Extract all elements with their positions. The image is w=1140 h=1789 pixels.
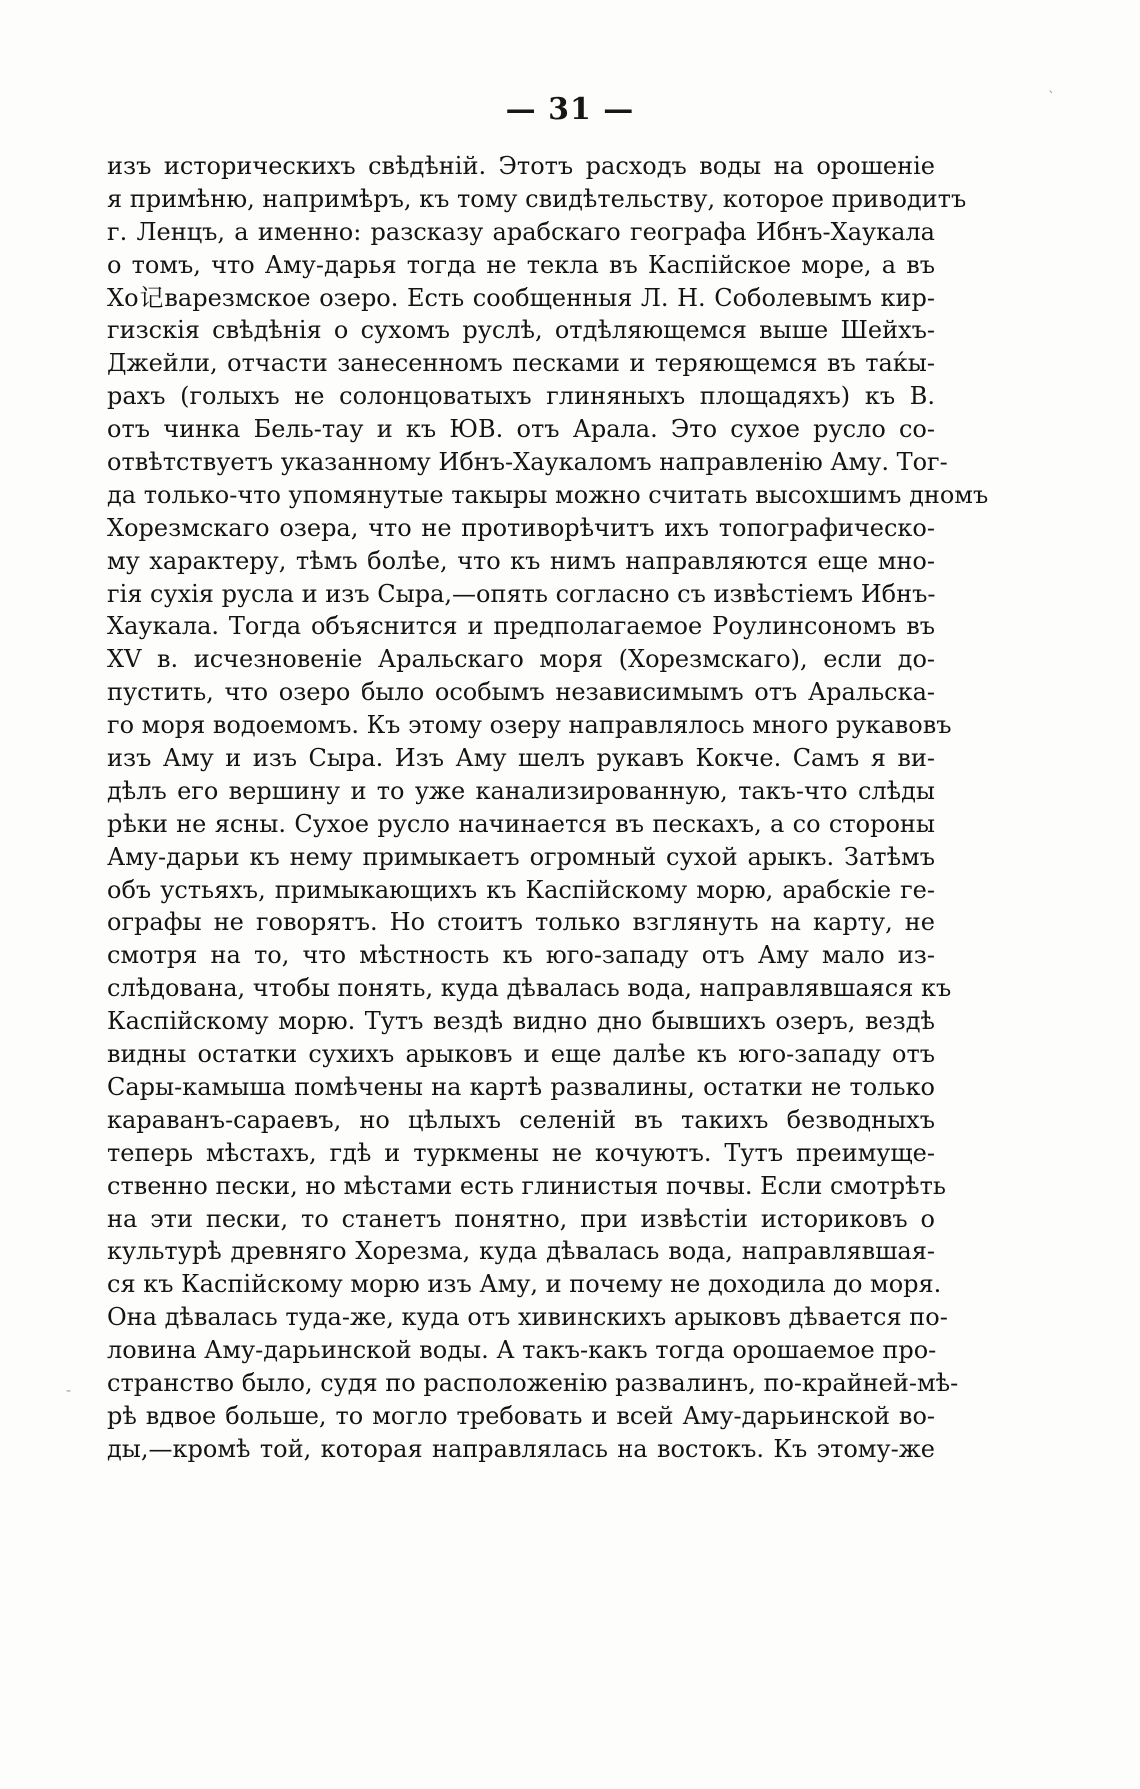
text-line: рѣ вдвое больше, то могло требовать и всей Аму-дарьинской во-	[107, 1401, 935, 1430]
text-line: странство было, судя по расположенію развалинъ, по-крайней-мѣ-	[107, 1368, 959, 1397]
text-line: Она дѣвалась туда-же, куда отъ хивинскихъ арыковъ дѣвается по-	[107, 1303, 948, 1332]
text-line: слѣдована, чтобы понять, куда дѣвалась вода, направлявшаяся къ	[107, 974, 952, 1003]
text-line: видны остатки сухихъ арыковъ и еще далѣе къ юго-западу отъ	[107, 1040, 935, 1069]
text-line: Джейли, отчасти занесенномъ песками и теряющемся въ таќы-	[107, 349, 935, 378]
text-line: изъ Аму и изъ Сыра. Изъ Аму шелъ рукавъ Кокче. Самъ я ви-	[107, 744, 935, 773]
text-line: XV в. исчезновеніе Аральскаго моря (Хорезмскаго), если до-	[107, 645, 935, 674]
text-line: ловина Аму-дарьинской воды. А такъ-какъ тогда орошаемое про-	[107, 1336, 937, 1365]
text-line: я примѣню, напримѣръ, къ тому свидѣтельству, которое приводитъ	[107, 184, 967, 213]
stray-mark: `	[1048, 90, 1055, 106]
text-line: рахъ (голыхъ не солонцоватыхъ глиняныхъ площадяхъ) къ В.	[107, 382, 935, 411]
text-line: ды,—кромѣ той, которая направлялась на востокъ. Къ этому-же	[107, 1434, 935, 1463]
text-line: да только-что упомянутые такыры можно считать высохшимъ дномъ	[107, 480, 989, 509]
text-line: отвѣтствуетъ указанному Ибнъ-Хаукаломъ направленію Аму. Тог-	[107, 448, 948, 477]
text-line: го моря водоемомъ. Къ этому озеру направлялось много рукавовъ	[107, 711, 952, 740]
text-line: Хорезмскаго озера, что не противорѣчитъ ихъ топографическо-	[107, 513, 935, 542]
text-line: Каспійскому морю. Тутъ вездѣ видно дно бывшихъ озеръ, вездѣ	[107, 1007, 935, 1036]
text-line: культурѣ древняго Хорезма, куда дѣвалась вода, направлявшая-	[107, 1237, 935, 1266]
text-line: Хаукала. Тогда объяснится и предполагаемое Роулинсономъ въ	[107, 612, 935, 641]
text-line: караванъ-сараевъ, но цѣлыхъ селеній въ такихъ безводныхъ	[107, 1105, 935, 1134]
text-line: пустить, что озеро было особымъ независимымъ отъ Аральска-	[107, 678, 935, 707]
text-line: ся къ Каспійскому морю изъ Аму, и почему не доходила до моря.	[107, 1270, 942, 1299]
text-line: ографы не говорятъ. Но стоитъ только взглянуть на карту, не	[107, 908, 935, 937]
text-line: объ устьяхъ, примыкающихъ къ Каспійскому морю, арабскіе ге-	[107, 875, 935, 904]
body-text	[107, 150, 989, 1466]
page-number: — 31 —	[505, 92, 635, 127]
text-line: Аму-дарьи къ нему примыкаетъ огромный сухой арыкъ. Затѣмъ	[107, 842, 935, 871]
text-line: гизскія свѣдѣнія о сухомъ руслѣ, отдѣляющемся выше Шейхъ-	[107, 316, 935, 345]
text-line: отъ чинка Бель-тау и къ ЮВ. отъ Арала. Это сухое русло со-	[107, 415, 935, 444]
text-line: изъ историческихъ свѣдѣній. Этотъ расходъ воды на орошеніе	[107, 152, 935, 180]
text-line: ственно пески, но мѣстами есть глинистыя почвы. Если смотрѣть	[107, 1171, 946, 1200]
text-line: гія сухія русла и изъ Сыра,—опять согласно съ извѣстіемъ Ибнъ-	[107, 579, 936, 608]
text-line: г. Ленцъ, а именно: разсказу арабскаго географа Ибнъ-Хаукала	[107, 217, 935, 246]
text-line: на эти пески, то станетъ понятно, при извѣстіи историковъ о	[107, 1204, 935, 1233]
text-line: рѣки не ясны. Сухое русло начинается въ пескахъ, а со стороны	[107, 809, 935, 838]
text-line: Сары-камыша помѣчены на картѣ развалины, остатки не только	[107, 1072, 935, 1101]
text-line: о томъ, что Аму-дарья тогда не текла въ Каспійское море, а въ	[107, 250, 935, 279]
text-line: дѣлъ его вершину и то уже канализированную, такъ-что слѣды	[107, 776, 935, 805]
stray-mark: -	[66, 1383, 72, 1399]
text-line: смотря на то, что мѣстность къ юго-западу отъ Аму мало из-	[107, 941, 935, 970]
text-line: Хо记варезмское озеро. Есть сообщенныя Л. Н. Соболевымъ кир-	[107, 283, 935, 312]
text-line: теперь мѣстахъ, гдѣ и туркмены не кочуютъ. Тутъ преимуще-	[107, 1138, 935, 1167]
text-line: му характеру, тѣмъ болѣе, что къ нимъ направляются еще мно-	[107, 546, 935, 575]
